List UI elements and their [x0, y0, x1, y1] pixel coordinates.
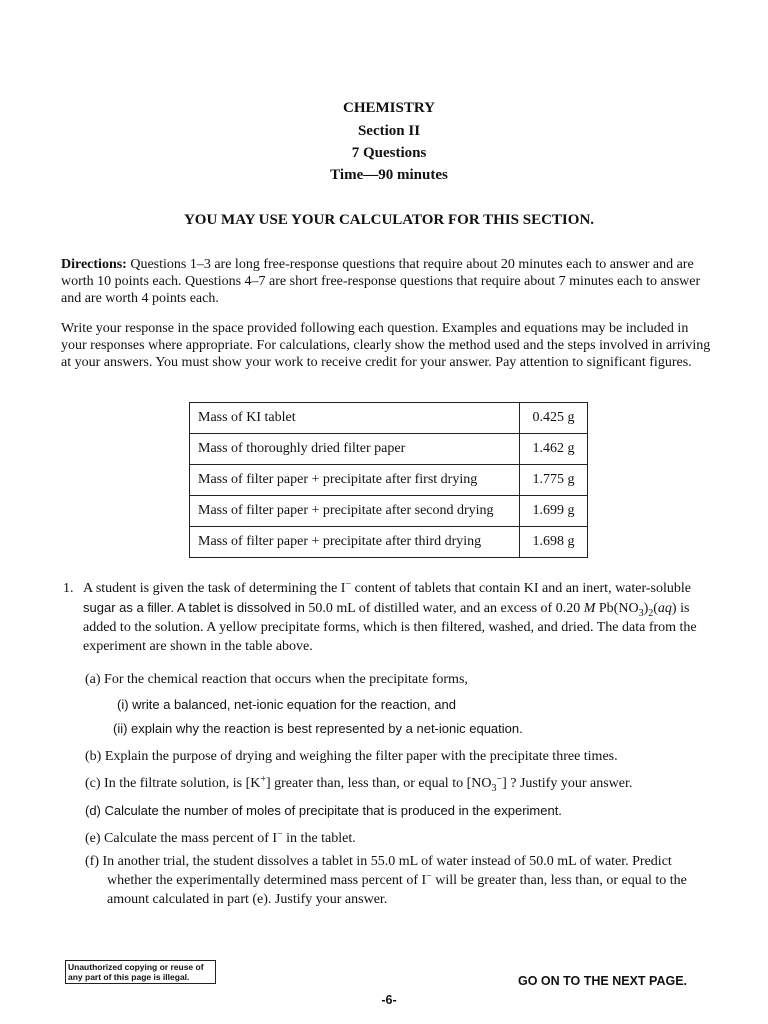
table-label: Mass of filter paper + precipitate after second drying: [190, 496, 520, 527]
next-page-label: GO ON TO THE NEXT PAGE.: [518, 974, 688, 988]
part-a: (a) For the chemical reaction that occurs when the precipitate forms,: [85, 672, 468, 687]
table-row: [190, 465, 588, 496]
part-f-line3: amount calculated in part (e). Justify your answer.: [107, 892, 388, 907]
table-row: [190, 496, 588, 527]
question-intro-line1: A student is given the task of determining the I− content of tablets that contain KI and an inert, water-soluble: [83, 579, 691, 596]
part-b: (b) Explain the purpose of drying and weighing the filter paper with the precipitate three times.: [85, 749, 618, 764]
question-intro-line4: experiment are shown in the table above.: [83, 639, 313, 654]
question-count: 7 Questions: [351, 145, 427, 161]
table-label: Mass of filter paper + precipitate after third drying: [190, 527, 520, 558]
part-d: (d) Calculate the number of moles of precipitate that is produced in the experiment.: [85, 803, 562, 818]
directions-text: Questions 1–3 are long free-response questions that require about 20 minutes each to answer and are worth 10 points each. Questions 4–7 are short free-response questions that require about 7 minutes each to answer and are worth 4 points each.: [61, 257, 701, 306]
table-value: 1.699 g: [520, 496, 588, 527]
question-intro-line3: added to the solution. A yellow precipitate forms, which is then filtered, washed, and dried. The data from the: [83, 620, 697, 635]
part-f-line2: whether the experimentally determined mass percent of I− will be greater than, less than, or equal to the: [107, 871, 687, 888]
time-limit: Time—90 minutes: [330, 167, 448, 183]
part-a-i: (i) write a balanced, net-ionic equation for the reaction, and: [117, 697, 456, 712]
part-c: (c) In the filtrate solution, is [K+] greater than, less than, or equal to $[NO_3^-]$ ? Justify your answer.: [85, 774, 633, 794]
table-label: Mass of filter paper + precipitate after first drying: [190, 465, 520, 496]
table-value: 1.698 g: [520, 527, 588, 558]
part-e: (e) Calculate the mass percent of I− in the tablet.: [85, 829, 356, 846]
question-intro-line2: sugar as a filler. A tablet is dissolved in 50.0 mL of distilled water, and an excess of 0.20 M $Pb(NO_3)_2(aq)$ is: [83, 600, 690, 619]
copyright-notice: Unauthorized copying or reuse of any part of this page is illegal.: [65, 960, 216, 984]
table-row: [190, 403, 588, 434]
table-value: 1.462 g: [520, 434, 588, 465]
part-a-ii: (ii) explain why the reaction is best represented by a net-ionic equation.: [113, 721, 523, 736]
table-value: 1.775 g: [520, 465, 588, 496]
table-label: Mass of KI tablet: [190, 403, 520, 434]
part-f-line1: (f) In another trial, the student dissolves a tablet in 55.0 mL of water instead of 50.0 mL of water. Predict: [85, 854, 672, 869]
table-value: 0.425 g: [520, 403, 588, 434]
directions-label: Directions:: [61, 257, 127, 272]
instructions-paragraph: Write your response in the space provided following each question. Examples and equations may be included in your responses where appropriate. For calculations, clearly show the method used and the steps involved in arriving at your answers. You must show your work to receive credit for your answer. Pay attention to significant figures.: [61, 321, 711, 370]
subject-title: CHEMISTRY: [343, 100, 435, 116]
table-row: [190, 527, 588, 558]
table-label: Mass of thoroughly dried filter paper: [190, 434, 520, 465]
calculator-notice: YOU MAY USE YOUR CALCULATOR FOR THIS SECTION.: [183, 212, 595, 228]
table-row: [190, 434, 588, 465]
data-table: [189, 402, 588, 558]
directions-paragraph: [61, 256, 711, 307]
section-title: Section II: [357, 123, 421, 139]
page-number: -6-: [381, 993, 397, 1007]
question-number: 1.: [63, 581, 74, 596]
